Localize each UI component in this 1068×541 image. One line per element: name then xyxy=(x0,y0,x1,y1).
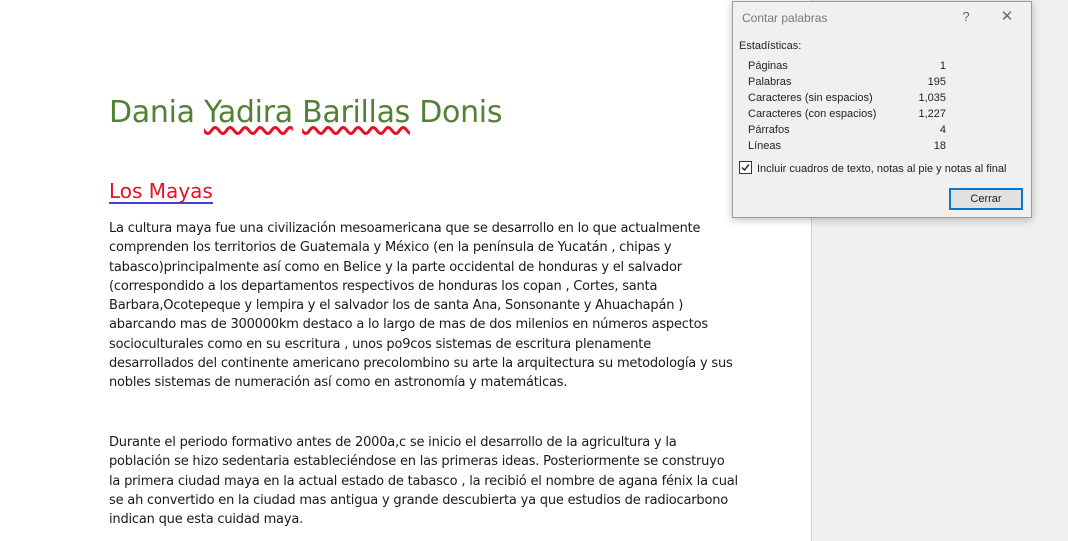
stat-value: 195 xyxy=(927,76,946,88)
stat-label: Líneas xyxy=(748,140,782,152)
include-textboxes-checkbox[interactable] xyxy=(739,161,752,174)
paragraph-line: se ah convertido en la ciudad mas antigua y grande descubierta ya que estudios de radiocarbono xyxy=(109,492,729,508)
stat-label: Caracteres (sin espacios) xyxy=(748,92,873,104)
statistics-label: Estadísticas: xyxy=(739,40,802,52)
help-icon[interactable]: ? xyxy=(962,9,970,24)
close-button[interactable]: Cerrar xyxy=(949,188,1023,210)
paragraph-line: socioculturales como en su escritura , unos po9cos sistemas de escritura plenamente xyxy=(109,336,651,352)
stat-row-lines xyxy=(748,139,946,155)
include-textboxes-checkbox-row[interactable] xyxy=(739,161,1006,175)
stat-row-paragraphs xyxy=(748,123,946,139)
paragraph-line: población se hizo sedentaria estableciéndose en las primeras ideas. Posteriormente se construyo xyxy=(109,454,725,470)
stat-label: Páginas xyxy=(748,60,788,72)
section-heading[interactable]: Los Mayas xyxy=(109,179,213,203)
stat-value: 1,227 xyxy=(918,108,946,120)
title-word-2: Yadira xyxy=(203,95,293,130)
close-icon[interactable]: ✕ xyxy=(1000,8,1014,25)
paragraph-line: tabasco)principalmente así como en Belice y la parte occidental de honduras y el salvador xyxy=(109,259,682,275)
paragraph-line: Barbara,Ocotepeque y lempira y el salvador los de santa Ana, Sonsonante y Ahuachapán ) xyxy=(109,298,684,314)
title-word-3: Barillas xyxy=(302,95,410,130)
stat-value: 4 xyxy=(939,124,946,136)
paragraph-line: comprenden los territorios de Guatemala y México (en la península de Yucatán , chipas y xyxy=(109,240,672,256)
stat-value: 1,035 xyxy=(918,92,946,104)
stat-value: 18 xyxy=(933,140,946,152)
title-word-4: Donis xyxy=(410,95,503,130)
stat-label: Caracteres (con espacios) xyxy=(748,108,877,120)
document-title[interactable] xyxy=(109,95,502,130)
paragraph-line: (correspondido a los departamentos respectivos de honduras los copan , Cortes, santa xyxy=(109,278,658,294)
checkmark-icon xyxy=(740,162,751,173)
paragraph-line: indican que esta cuidad maya. xyxy=(109,512,304,528)
stat-label: Palabras xyxy=(748,76,792,88)
stat-row-words xyxy=(748,75,946,91)
paragraph-line: Durante el periodo formativo antes de 2000a,c se inicio el desarrollo de la agricultura y la xyxy=(109,435,677,450)
paragraph-line: nobles sistemas de numeración así como en astronomía y matemáticas. xyxy=(109,375,568,391)
paragraph-line: abarcando mas de 300000km destaco a lo largo de mas de dos milenios en números aspectos xyxy=(109,317,708,333)
stat-row-chars-no-spaces xyxy=(748,91,946,107)
paragraph-1[interactable] xyxy=(109,219,733,393)
statistics-table xyxy=(748,59,946,155)
dialog-title: Contar palabras xyxy=(742,11,828,25)
paragraph-2[interactable] xyxy=(109,433,738,529)
stat-row-chars-with-spaces xyxy=(748,107,946,123)
title-word-1: Dania xyxy=(109,95,204,130)
include-textboxes-label: Incluir cuadros de texto, notas al pie y notas al final xyxy=(757,163,1007,175)
stat-value: 1 xyxy=(939,60,946,72)
word-count-dialog xyxy=(732,1,1032,218)
paragraph-line: La cultura maya fue una civilización mesoamericana que se desarrollo en lo que actualmente xyxy=(109,221,701,236)
paragraph-line: desarrollados del continente americano precolombino su arte la arquitectura su metodología y sus xyxy=(109,356,733,372)
paragraph-line: la primera ciudad maya en la actual estado de tabasco , la recibió el nombre de agana fénix la cual xyxy=(109,473,738,489)
title-space xyxy=(293,95,302,130)
stat-row-pages xyxy=(748,59,946,75)
stat-label: Párrafos xyxy=(748,124,790,136)
